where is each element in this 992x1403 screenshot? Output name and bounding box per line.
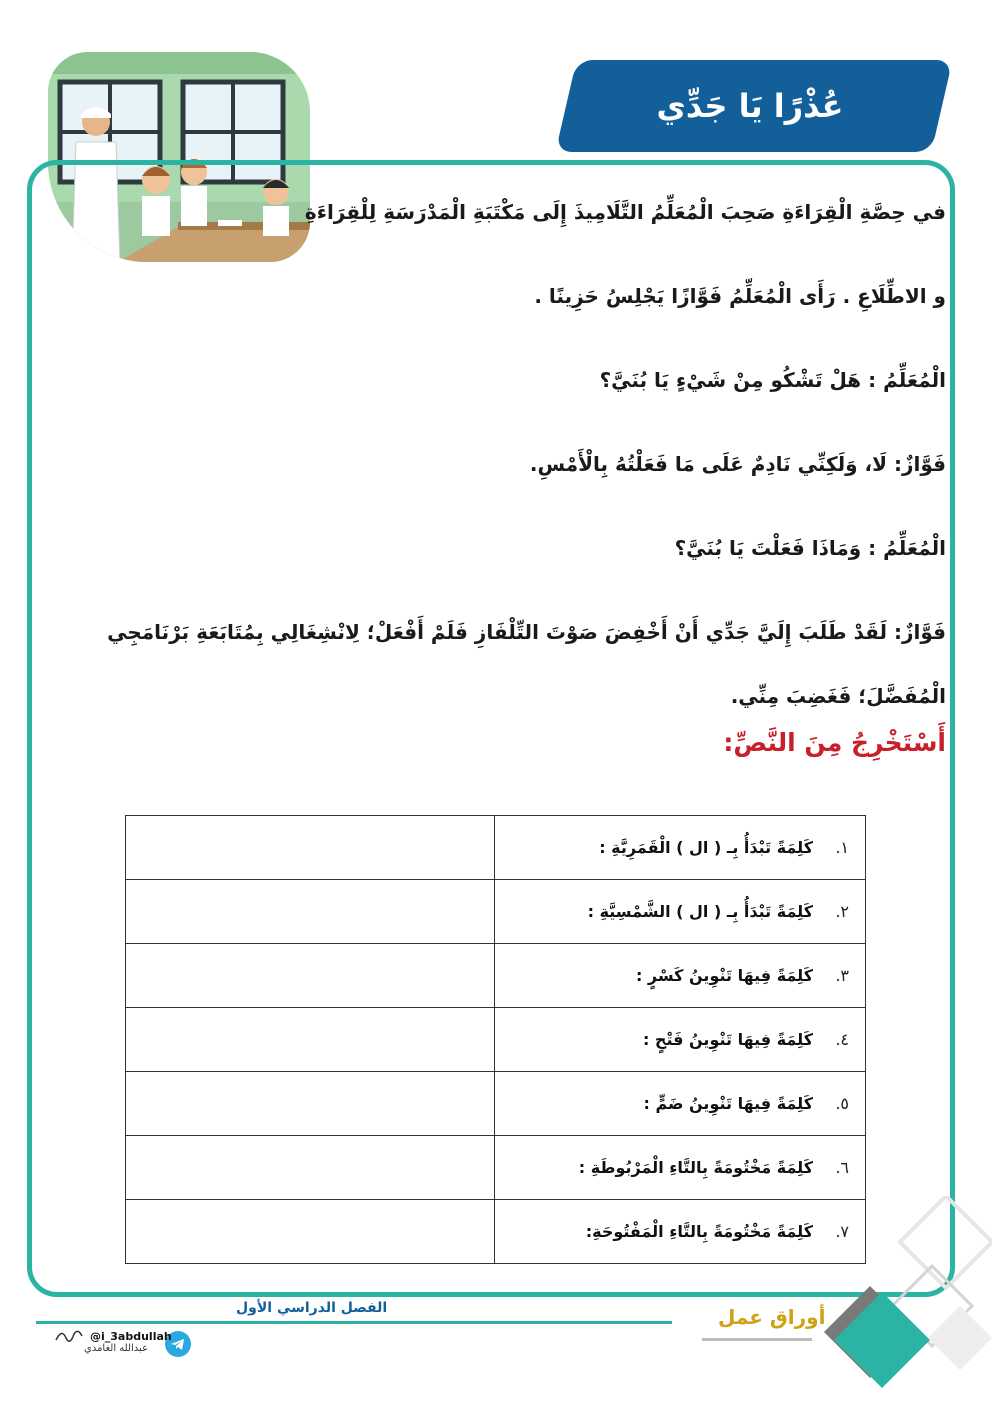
story-line: في حِصَّةِ الْقِرَاءَةِ صَحِبَ الْمُعَلِّمُ التَّلَامِيذَ إِلَى مَكْتَبَةِ الْمَدْرَسَةِ لِلْقِرَاءَةِ: [304, 200, 946, 224]
story-line: الْمُعَلِّمُ : وَمَاذَا فَعَلْتَ يَا بُنَيَّ؟: [674, 536, 946, 560]
table-row: [126, 1200, 866, 1264]
author-handle: @i_3abdullah: [90, 1330, 172, 1343]
signature-logo-icon: [54, 1326, 84, 1350]
exercise-table: [125, 815, 866, 1264]
story-line: و الاطِّلَاعِ . رَأَى الْمُعَلِّمُ فَوَّازًا يَجْلِسُ حَزِينًا .: [534, 284, 946, 308]
footer-divider-right: [702, 1338, 812, 1341]
story-line: الْمُفَضَّلَ؛ فَغَضِبَ مِنِّي.: [730, 684, 946, 708]
footer-divider: [36, 1321, 672, 1324]
question-text: كَلِمَةً مَخْتُومَةً بِالتَّاءِ الْمَرْبُوطَةِ :: [578, 1158, 813, 1177]
question-cell: [495, 1200, 866, 1264]
question-cell: [495, 1008, 866, 1072]
question-text: كَلِمَةً فِيهَا تَنْوِينُ كَسْرٍ :: [635, 966, 813, 985]
author-name: عبدالله الغامدي: [84, 1343, 149, 1354]
question-cell: [495, 1072, 866, 1136]
answer-cell[interactable]: [126, 880, 495, 944]
question-cell: [495, 944, 866, 1008]
question-number: ٥.: [835, 1094, 849, 1113]
question-number: ٣.: [835, 966, 849, 985]
table-row: [126, 944, 866, 1008]
table-row: [126, 880, 866, 944]
story-text: [40, 190, 946, 718]
answer-cell[interactable]: [126, 1136, 495, 1200]
table-row: [126, 1008, 866, 1072]
answer-cell[interactable]: [126, 1200, 495, 1264]
question-cell: [495, 1136, 866, 1200]
question-number: ١.: [835, 838, 849, 857]
story-line: فَوَّازٌ: لَقَدْ طَلَبَ إِلَيَّ جَدِّي أَنْ أَخْفِضَ صَوْتَ التِّلْفَازِ فَلَمْ أَفْعَلْ؛ لِانْشِغَالِي بِمُتَابَعَةِ بَرْنَامَجِي: [107, 620, 946, 644]
answer-cell[interactable]: [126, 1008, 495, 1072]
page-title: عُذْرًا يَا جَدِّي: [656, 87, 844, 125]
question-number: ٦.: [835, 1158, 849, 1177]
question-cell: [495, 880, 866, 944]
question-number: ٧.: [835, 1222, 849, 1241]
answer-cell[interactable]: [126, 944, 495, 1008]
question-text: كَلِمَةً تَبْدَأُ بِـ ( ال ) الْقَمَرِيَّةِ :: [599, 838, 813, 857]
table-row: [126, 816, 866, 880]
exercise-heading: أَسْتَخْرِجُ مِنَ النَّصِّ:: [723, 728, 946, 757]
semester-label: الفصل الدراسي الأول: [236, 1300, 388, 1316]
question-text: كَلِمَةً مَخْتُومَةً بِالتَّاءِ الْمَفْتُوحَةِ:: [585, 1222, 813, 1241]
worksheets-label: أوراق عمل: [718, 1305, 826, 1329]
question-cell: [495, 816, 866, 880]
question-text: كَلِمَةً فِيهَا تَنْوِينُ ضَمٍّ :: [643, 1094, 813, 1113]
corner-diamond-decoration: [820, 1196, 992, 1403]
table-row: [126, 1072, 866, 1136]
answer-cell[interactable]: [126, 1072, 495, 1136]
story-line: الْمُعَلِّمُ : هَلْ تَشْكُو مِنْ شَيْءٍ يَا بُنَيَّ؟: [599, 368, 946, 392]
story-line: فَوَّازٌ: لَا، وَلَكِنِّي نَادِمٌ عَلَى مَا فَعَلْتُهُ بِالْأَمْسِ.: [529, 452, 946, 476]
answer-cell[interactable]: [126, 816, 495, 880]
table-row: [126, 1136, 866, 1200]
question-text: كَلِمَةً تَبْدَأُ بِـ ( ال ) الشَّمْسِيَّةِ :: [587, 902, 813, 921]
question-number: ٤.: [835, 1030, 849, 1049]
question-text: كَلِمَةً فِيهَا تَنْوِينُ فَتْحٍ :: [642, 1030, 813, 1049]
question-number: ٢.: [835, 902, 849, 921]
